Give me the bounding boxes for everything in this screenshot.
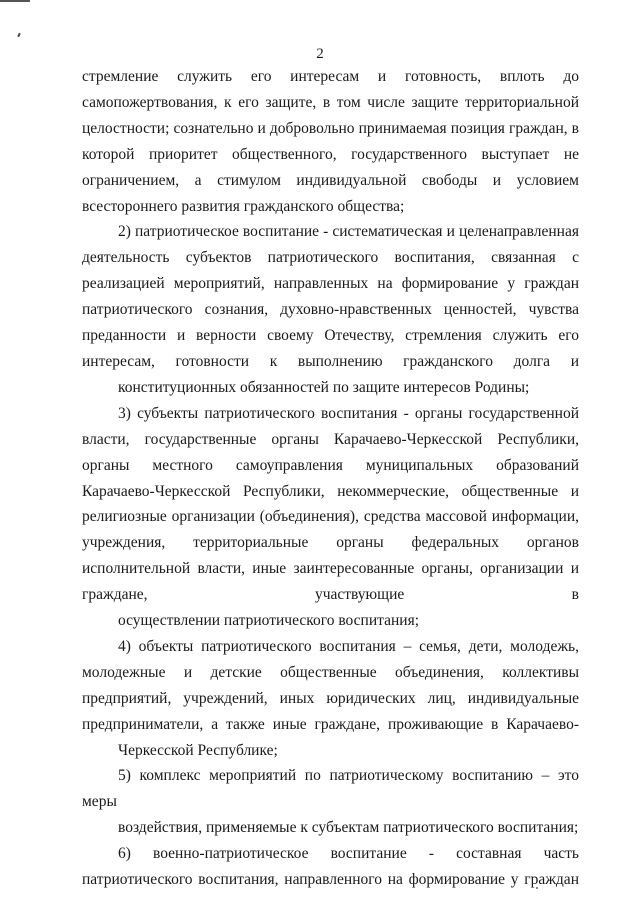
paragraph-item-4 [82, 634, 579, 764]
paragraph-text: 4) объекты патриотического воспитания – семья, дети, молодежь, молодежные и детские общественные объединения, коллективы предприятий, учреждений, иных юридических лиц, индивидуальные предприниматели, а также иные граждане, проживающие в Карачаево- [82, 637, 579, 733]
paragraph-text: 3) субъекты патриотического воспитания - органы государственной власти, государственные органы Карачаево-Черкесской Республики, органы местного самоуправления муниципальных образований Карачаево-Черкесской Республики, некоммерческие, общественные и религиозные организации (объединения), средства массовой информации, учреждения, территориальные органы федеральных органов исполнительной власти, иные заинтересованные органы, организации и граждане, участвующие в [82, 404, 579, 604]
paragraph-last-line: Черкесской Республике; [118, 741, 278, 759]
paragraph-text: 2) патриотическое воспитание - систематическая и целенаправленная деятельность субъектов патриотического воспитания, связанная с реализацией мероприятий, направленных на формирование у граждан патриотического сознания, духовно-нравственных ценностей, чувства преданности и верности своему Отечеству, стремления служить его интересам, готовности к выполнению гражданского долга и [82, 223, 579, 370]
paragraph-last-line: воздействия, применяемые к субъектам патриотического воспитания; [118, 819, 579, 837]
page-number: 2 [316, 46, 324, 62]
paragraph-text: 5) комплекс мероприятий по патриотическому воспитанию – это меры [82, 767, 579, 811]
margin-mark [17, 33, 21, 37]
paragraph-item-2 [82, 219, 579, 400]
paragraph-item-5 [82, 763, 579, 841]
paragraph-last-line: осуществлении патриотического воспитания; [118, 612, 420, 630]
document-body [82, 64, 579, 893]
paragraph-text: стремление служить его интересам и готовность, вплоть до самопожертвования, к его защите, в том числе защите территориальной целостности; сознательно и добровольно принимаемая позиция граждан, в которой приоритет общественного, государственного выступает не ограничением, а стимулом индивидуальной свободы и условием [82, 68, 579, 189]
paragraph-last-line: всестороннего развития гражданского общества; [82, 197, 405, 215]
paragraph-item-3 [82, 401, 579, 634]
paragraph-last-line: конституционных обязанностей по защите интересов Родины; [118, 378, 530, 396]
top-edge-rule [0, 0, 30, 2]
paragraph-text: 6) военно-патриотическое воспитание - составная часть патриотического воспитания, направленного на формирование у граждан [82, 845, 579, 889]
paragraph-item-6 [82, 841, 579, 893]
paragraph-continuation [82, 64, 579, 219]
